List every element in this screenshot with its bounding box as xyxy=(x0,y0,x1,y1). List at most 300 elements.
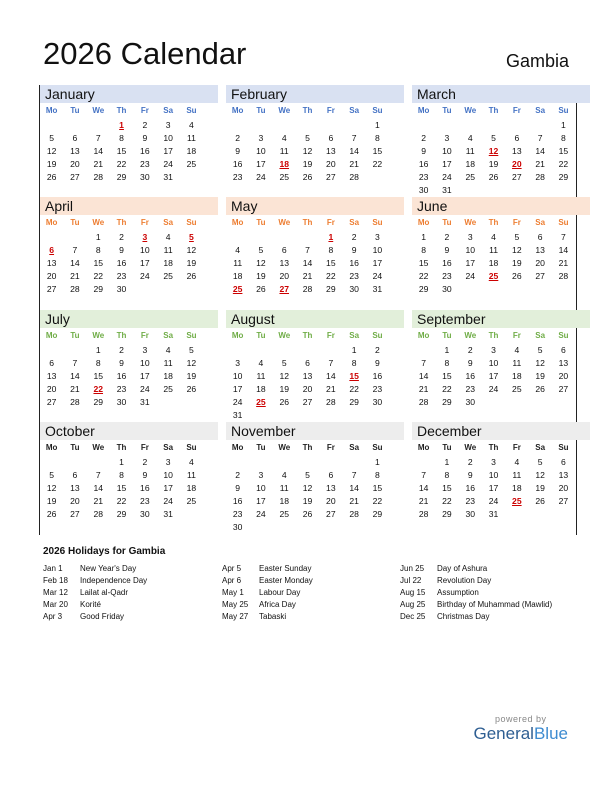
week-row xyxy=(226,344,404,357)
weekday-label: Th xyxy=(302,443,313,452)
calendar-day: 21 xyxy=(418,496,429,506)
calendar-day: 19 xyxy=(279,384,290,394)
calendar-day: 20 xyxy=(558,371,569,381)
month-name: October xyxy=(40,422,218,440)
empty-day xyxy=(528,184,551,197)
calendar-day: 2 xyxy=(119,345,124,355)
calendar-day: 17 xyxy=(256,496,266,506)
calendar-day: 14 xyxy=(349,483,359,493)
calendar-day: 16 xyxy=(116,371,127,381)
month-november xyxy=(226,422,404,534)
holiday-name: Independence Day xyxy=(80,576,148,585)
calendar-day: 23 xyxy=(465,384,476,394)
calendar-day: 20 xyxy=(70,159,80,169)
holiday-item xyxy=(43,563,147,575)
holiday-day: 3 xyxy=(142,232,148,242)
weekday-label: Su xyxy=(372,443,383,452)
calendar-day: 16 xyxy=(232,496,243,506)
holiday-day: 15 xyxy=(349,371,359,381)
calendar-day: 30 xyxy=(140,172,150,182)
calendar-day: 29 xyxy=(349,397,359,407)
week-row xyxy=(226,495,404,508)
calendar-day: 28 xyxy=(418,509,429,519)
empty-day xyxy=(156,396,179,409)
holiday-date: May 27 xyxy=(222,612,249,621)
calendar-day: 28 xyxy=(349,509,359,519)
calendar-day: 11 xyxy=(186,470,196,480)
weekday-label: Sa xyxy=(535,443,546,452)
calendar-day: 7 xyxy=(72,358,78,368)
empty-day xyxy=(180,283,203,296)
calendar-day: 16 xyxy=(349,258,359,268)
calendar-day: 13 xyxy=(535,245,545,255)
calendar-day: 24 xyxy=(372,271,383,281)
empty-day xyxy=(296,521,319,534)
calendar-day: 8 xyxy=(351,358,357,368)
week-row xyxy=(412,344,590,357)
calendar-day: 8 xyxy=(421,245,427,255)
week-row xyxy=(412,158,590,171)
weekday-label: We xyxy=(92,331,105,340)
calendar-day: 6 xyxy=(328,133,334,143)
month-march xyxy=(412,85,590,197)
empty-day xyxy=(249,521,272,534)
weekday-label: Th xyxy=(302,331,313,340)
week-row xyxy=(412,357,590,370)
calendar-day: 3 xyxy=(258,133,264,143)
calendar-day: 11 xyxy=(279,483,289,493)
weekday-label: Tu xyxy=(256,218,266,227)
calendar-day: 8 xyxy=(561,133,566,143)
week-row xyxy=(412,257,590,270)
calendar-day: 29 xyxy=(93,284,104,294)
calendar-day: 18 xyxy=(256,384,266,394)
calendar-day: 25 xyxy=(279,172,290,182)
calendar-day: 2 xyxy=(444,232,450,242)
calendar-day: 30 xyxy=(442,284,452,294)
calendar-day: 9 xyxy=(444,245,450,255)
weekday-label: Th xyxy=(302,218,313,227)
empty-day xyxy=(505,283,528,296)
calendar-day: 1 xyxy=(561,120,566,130)
holiday-name: Good Friday xyxy=(80,612,125,621)
calendar-day: 9 xyxy=(467,470,473,480)
calendar-day: 28 xyxy=(558,271,569,281)
weekday-label: Fr xyxy=(512,106,521,115)
empty-day xyxy=(180,508,203,521)
empty-day xyxy=(412,119,435,132)
calendar-day: 20 xyxy=(558,483,569,493)
calendar-day: 20 xyxy=(535,258,545,268)
week-row xyxy=(226,396,404,409)
calendar-day: 15 xyxy=(442,483,452,493)
calendar-day: 30 xyxy=(465,509,476,519)
weekday-label: Mo xyxy=(231,443,244,452)
calendar-day: 28 xyxy=(302,284,313,294)
holiday-name: Easter Sunday xyxy=(259,564,312,573)
empty-day xyxy=(459,119,482,132)
calendar-day: 15 xyxy=(326,258,336,268)
calendar-day: 18 xyxy=(465,159,476,169)
calendar-day: 5 xyxy=(514,232,520,242)
holiday-date: Jun 25 xyxy=(400,564,425,573)
calendar-day: 13 xyxy=(326,483,336,493)
calendar-day: 19 xyxy=(256,271,266,281)
empty-day xyxy=(273,119,296,132)
empty-day xyxy=(505,508,528,521)
calendar-day: 26 xyxy=(488,172,499,182)
holiday-item xyxy=(43,587,147,599)
country-name: Gambia xyxy=(505,51,569,71)
calendar-day: 28 xyxy=(349,172,359,182)
weekday-label: Su xyxy=(558,106,569,115)
holiday-column xyxy=(43,563,147,623)
calendar-day: 20 xyxy=(46,271,57,281)
holiday-date: Mar 20 xyxy=(43,600,68,609)
weekday-label: Sa xyxy=(349,106,360,115)
calendar-day: 28 xyxy=(93,509,104,519)
calendar-day: 16 xyxy=(140,146,150,156)
weekday-header xyxy=(412,329,590,342)
calendar-day: 3 xyxy=(258,470,264,480)
calendar-day: 14 xyxy=(418,483,429,493)
calendar-day: 23 xyxy=(372,384,383,394)
calendar-day: 13 xyxy=(70,146,80,156)
calendar-day: 19 xyxy=(186,258,197,268)
holiday-date: Dec 25 xyxy=(400,612,426,621)
weekday-label: Mo xyxy=(231,106,244,115)
calendar-day: 12 xyxy=(186,245,197,255)
calendar-day: 29 xyxy=(93,397,104,407)
weekday-label: We xyxy=(278,331,291,340)
calendar-day: 27 xyxy=(46,397,57,407)
empty-day xyxy=(412,344,435,357)
calendar-day: 19 xyxy=(46,496,57,506)
holiday-day: 22 xyxy=(93,384,104,394)
holiday-item xyxy=(400,611,552,623)
calendar-day: 10 xyxy=(372,245,383,255)
calendar-day: 26 xyxy=(46,509,57,519)
holiday-name: Tabaski xyxy=(259,612,287,621)
calendar-day: 15 xyxy=(372,483,383,493)
holiday-item xyxy=(222,599,313,611)
calendar-day: 20 xyxy=(279,271,290,281)
empty-day xyxy=(528,119,551,132)
empty-day xyxy=(319,409,342,422)
weekday-label: Th xyxy=(488,443,499,452)
weekday-header xyxy=(40,329,218,342)
calendar-day: 18 xyxy=(163,371,173,381)
empty-day xyxy=(552,184,575,197)
month-december xyxy=(412,422,590,521)
holiday-item xyxy=(222,563,313,575)
calendar-day: 12 xyxy=(46,483,57,493)
empty-day xyxy=(40,231,63,244)
empty-day xyxy=(273,456,296,469)
calendar-day: 14 xyxy=(418,371,429,381)
holiday-name: Birthday of Muhammad (Mawlid) xyxy=(437,600,553,609)
calendar-day: 2 xyxy=(235,133,241,143)
calendar-day: 2 xyxy=(467,345,473,355)
calendar-day: 6 xyxy=(561,345,566,355)
calendar-day: 4 xyxy=(281,470,287,480)
calendar-day: 31 xyxy=(163,172,173,182)
weekday-label: Mo xyxy=(45,218,58,227)
weekday-label: Fr xyxy=(140,106,149,115)
brand-general: General xyxy=(473,724,534,743)
month-name: February xyxy=(226,85,404,103)
powered-by-text: powered by xyxy=(494,714,547,724)
weekday-label: Mo xyxy=(417,331,430,340)
calendar-day: 9 xyxy=(467,358,473,368)
calendar-day: 18 xyxy=(186,146,197,156)
holiday-item xyxy=(222,575,313,587)
calendar-day: 25 xyxy=(186,159,197,169)
calendar-day: 14 xyxy=(70,258,80,268)
calendar-day: 10 xyxy=(465,245,476,255)
empty-day xyxy=(319,456,342,469)
calendar-day: 22 xyxy=(116,496,127,506)
week-row xyxy=(412,383,590,396)
calendar-day: 2 xyxy=(467,457,473,467)
calendar-day: 16 xyxy=(140,483,150,493)
calendar-day: 2 xyxy=(119,232,124,242)
calendar-day: 8 xyxy=(375,133,380,143)
calendar-day: 26 xyxy=(186,271,197,281)
calendar-day: 31 xyxy=(232,410,243,420)
empty-day xyxy=(459,184,482,197)
calendar-day: 17 xyxy=(442,159,452,169)
calendar-day: 25 xyxy=(279,509,290,519)
weekday-label: We xyxy=(464,331,477,340)
calendar-day: 22 xyxy=(442,384,452,394)
week-row xyxy=(412,370,590,383)
calendar-day: 22 xyxy=(326,271,336,281)
weekday-label: Fr xyxy=(326,218,335,227)
month-name: July xyxy=(40,310,218,328)
calendar-day: 10 xyxy=(163,133,173,143)
weekday-header xyxy=(40,104,218,117)
week-row xyxy=(226,409,404,422)
calendar-day: 26 xyxy=(256,284,266,294)
holiday-date: Mar 12 xyxy=(43,588,68,597)
week-row xyxy=(40,495,218,508)
calendar-day: 29 xyxy=(116,509,127,519)
empty-day xyxy=(319,521,342,534)
calendar-day: 23 xyxy=(140,159,150,169)
calendar-day: 18 xyxy=(232,271,243,281)
calendar-day: 28 xyxy=(326,397,336,407)
weekday-label: Sa xyxy=(163,443,174,452)
calendar-day: 15 xyxy=(116,146,127,156)
holiday-item xyxy=(400,563,552,575)
weekday-label: Mo xyxy=(417,218,430,227)
empty-day xyxy=(342,521,365,534)
calendar-day: 17 xyxy=(232,384,243,394)
calendar-day: 10 xyxy=(163,470,173,480)
calendar-day: 6 xyxy=(305,358,310,368)
calendar-day: 23 xyxy=(116,271,127,281)
holiday-column xyxy=(400,563,552,623)
calendar-day: 21 xyxy=(349,159,359,169)
weekday-label: We xyxy=(464,218,477,227)
calendar-day: 3 xyxy=(467,232,473,242)
month-name: August xyxy=(226,310,404,328)
calendar-day: 4 xyxy=(514,345,520,355)
empty-day xyxy=(366,171,389,184)
calendar-day: 27 xyxy=(70,509,80,519)
calendar-day: 22 xyxy=(349,384,359,394)
holiday-date: Apr 3 xyxy=(43,612,63,621)
calendar-day: 9 xyxy=(119,245,124,255)
holiday-day: 25 xyxy=(512,496,522,506)
holiday-date: Apr 6 xyxy=(222,576,242,585)
calendar-day: 24 xyxy=(140,384,150,394)
weekday-label: Th xyxy=(116,106,127,115)
weekday-label: Mo xyxy=(417,106,430,115)
calendar-day: 31 xyxy=(442,185,452,195)
calendar-day: 26 xyxy=(279,397,290,407)
weekday-label: Mo xyxy=(231,218,244,227)
weekday-label: Fr xyxy=(326,106,335,115)
calendar-day: 30 xyxy=(116,284,127,294)
calendar-day: 29 xyxy=(326,284,336,294)
weekday-label: Sa xyxy=(349,443,360,452)
calendar-day: 9 xyxy=(235,146,241,156)
calendar-day: 27 xyxy=(558,496,569,506)
calendar-day: 27 xyxy=(302,397,313,407)
calendar-day: 8 xyxy=(119,133,124,143)
calendar-day: 26 xyxy=(535,384,545,394)
calendar-day: 23 xyxy=(116,384,127,394)
calendar-day: 29 xyxy=(442,509,452,519)
calendar-day: 4 xyxy=(165,232,171,242)
calendar-day: 23 xyxy=(140,496,150,506)
calendar-day: 26 xyxy=(535,496,545,506)
calendar-day: 6 xyxy=(49,358,55,368)
empty-day xyxy=(528,283,551,296)
week-row xyxy=(226,357,404,370)
calendar-day: 9 xyxy=(235,483,241,493)
calendar-day: 27 xyxy=(535,271,545,281)
empty-day xyxy=(482,283,505,296)
calendar-day: 23 xyxy=(442,271,452,281)
empty-day xyxy=(226,119,249,132)
calendar-day: 1 xyxy=(375,457,380,467)
weekday-label: Tu xyxy=(70,106,80,115)
empty-day xyxy=(528,508,551,521)
calendar-day: 13 xyxy=(512,146,522,156)
week-row xyxy=(40,270,218,283)
brand-name xyxy=(473,724,568,744)
calendar-day: 17 xyxy=(163,483,173,493)
holiday-day: 1 xyxy=(119,120,124,130)
calendar-day: 11 xyxy=(465,146,475,156)
holiday-day: 25 xyxy=(488,271,499,281)
holiday-day: 1 xyxy=(328,232,334,242)
calendar-day: 5 xyxy=(537,457,543,467)
calendar-day: 15 xyxy=(372,146,383,156)
calendar-day: 22 xyxy=(442,496,452,506)
holiday-date: Jul 22 xyxy=(400,576,422,585)
weekday-label: Su xyxy=(372,331,383,340)
empty-day xyxy=(226,456,249,469)
calendar-day: 7 xyxy=(95,470,101,480)
holiday-name: Revolution Day xyxy=(437,576,492,585)
weekday-label: Su xyxy=(372,218,383,227)
calendar-day: 12 xyxy=(46,146,57,156)
calendar-day: 13 xyxy=(302,371,313,381)
empty-day xyxy=(40,456,63,469)
week-row xyxy=(40,357,218,370)
weekday-label: Sa xyxy=(535,106,546,115)
holiday-column xyxy=(222,563,313,623)
weekday-label: Fr xyxy=(326,331,335,340)
weekday-label: Tu xyxy=(256,106,266,115)
calendar-day: 19 xyxy=(535,371,545,381)
week-row xyxy=(40,456,218,469)
empty-day xyxy=(552,283,575,296)
empty-day xyxy=(249,119,272,132)
calendar-day: 10 xyxy=(256,483,266,493)
weekday-label: Fr xyxy=(512,331,521,340)
week-row xyxy=(226,171,404,184)
weekday-label: Tu xyxy=(256,443,266,452)
calendar-day: 2 xyxy=(351,232,357,242)
week-row xyxy=(412,396,590,409)
week-row xyxy=(226,508,404,521)
calendar-day: 28 xyxy=(418,397,429,407)
calendar-day: 11 xyxy=(233,258,243,268)
weekday-header xyxy=(412,441,590,454)
week-row xyxy=(40,158,218,171)
calendar-day: 3 xyxy=(375,232,380,242)
weekday-label: Su xyxy=(558,443,569,452)
week-row xyxy=(226,231,404,244)
week-row xyxy=(412,184,590,197)
calendar-day: 4 xyxy=(189,457,194,467)
holiday-day: 5 xyxy=(189,232,194,242)
calendar-day: 7 xyxy=(95,133,101,143)
calendar-day: 7 xyxy=(351,133,357,143)
week-row xyxy=(412,469,590,482)
weekday-label: Tu xyxy=(70,331,80,340)
week-row xyxy=(226,119,404,132)
empty-day xyxy=(482,119,505,132)
calendar-day: 8 xyxy=(95,358,101,368)
week-row xyxy=(40,119,218,132)
calendar-day: 25 xyxy=(163,271,173,281)
calendar-day: 10 xyxy=(140,358,150,368)
week-row xyxy=(40,132,218,145)
empty-day xyxy=(435,119,458,132)
weekday-label: Sa xyxy=(535,331,546,340)
calendar-day: 19 xyxy=(535,483,545,493)
holiday-name: Assumption xyxy=(437,588,479,597)
calendar-day: 28 xyxy=(535,172,545,182)
empty-day xyxy=(87,456,110,469)
week-row xyxy=(226,521,404,534)
calendar-day: 17 xyxy=(163,146,173,156)
weekday-label: Su xyxy=(186,218,197,227)
week-row xyxy=(412,270,590,283)
calendar-day: 31 xyxy=(488,509,499,519)
holidays-section xyxy=(43,546,583,621)
weekday-label: Tu xyxy=(442,106,452,115)
week-row xyxy=(40,257,218,270)
calendar-day: 19 xyxy=(488,159,499,169)
calendar-day: 21 xyxy=(93,496,104,506)
